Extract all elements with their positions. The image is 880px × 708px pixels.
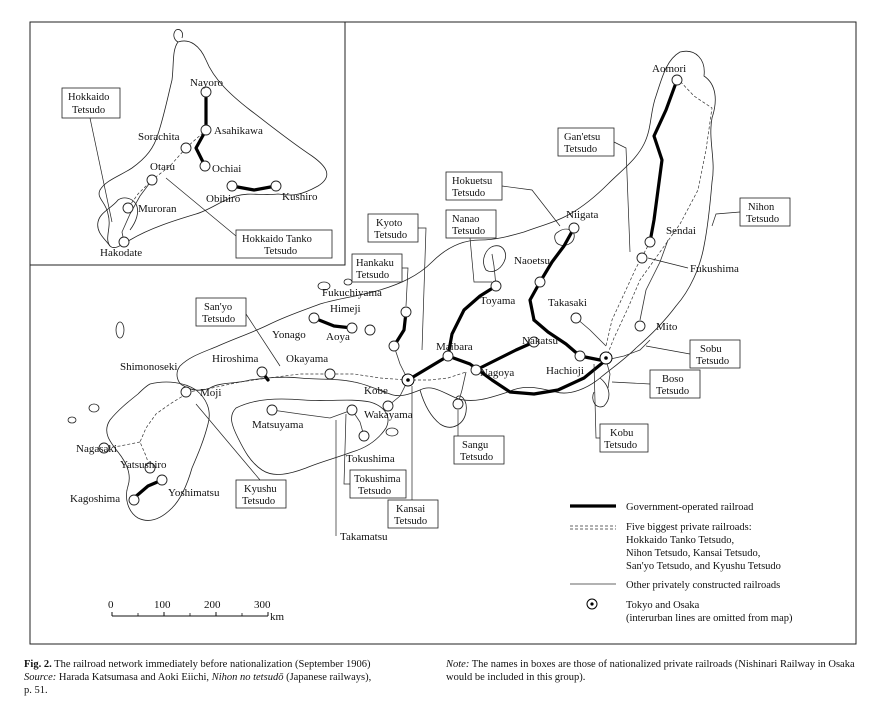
station-kagoshima — [129, 495, 139, 505]
leader-sobu — [646, 346, 690, 354]
station-takasaki — [571, 313, 581, 323]
box-sanyo — [196, 298, 246, 326]
box-nihon-line2: Tetsudo — [746, 214, 780, 225]
label-fukushima: Fukushima — [690, 263, 739, 275]
box-kobu — [600, 424, 648, 452]
label-naoetsu: Naoetsu — [514, 255, 551, 267]
station-obihiro — [227, 181, 237, 191]
label-matsuyama: Matsuyama — [252, 419, 304, 431]
figure-note — [446, 658, 862, 684]
label-mito: Mito — [656, 321, 678, 333]
leader-ganetsu — [614, 142, 630, 252]
station-fukushima — [637, 253, 647, 263]
station-kobe-north — [389, 341, 399, 351]
label-nayoro: Nayoro — [190, 77, 223, 89]
source-title: Nihon no tetsudō — [211, 672, 284, 683]
note-text: The names in boxes are those of nationalized private railroads (Nishinari Railway in Osaka would be included in this group). — [446, 659, 855, 683]
legend — [570, 502, 793, 624]
leader-kyoto — [418, 228, 426, 350]
label-yatsushiro: Yatsushiro — [120, 459, 167, 471]
station-tokushima — [359, 431, 369, 441]
label-asahikawa: Asahikawa — [214, 125, 263, 137]
station-sendai — [645, 237, 655, 247]
figure-caption — [24, 658, 442, 697]
scale-tick-0: 0 — [108, 599, 114, 611]
label-obihiro: Obihiro — [206, 193, 241, 205]
fig-label: Fig. 2. — [24, 659, 52, 670]
source-text-2: (Japanese railways), — [286, 672, 372, 683]
legend-private-line1: Five biggest private railroads: — [626, 522, 752, 533]
box-sangu — [454, 436, 504, 464]
box-kobu-line1: Kobu — [610, 428, 634, 439]
legend-private-line2: Hokkaido Tanko Tetsudo, — [626, 535, 735, 546]
leader-boso — [612, 382, 650, 384]
source-text-1: Harada Katsumasa and Aoki Eiichi, — [58, 672, 210, 683]
box-ganetsu — [558, 128, 614, 156]
leader-hokuetsu — [502, 186, 560, 226]
station-fukuchiyama — [401, 307, 411, 317]
box-sanyo-line1: San'yo — [204, 302, 233, 313]
other-line-sobu — [606, 340, 650, 360]
box-hokuetsu — [446, 172, 502, 200]
leader-nihon — [712, 212, 740, 226]
nihon-tetsudo-line — [606, 78, 712, 358]
leader-kobu — [594, 364, 600, 438]
gov-line-tohoku-north — [650, 80, 677, 242]
station-toyama — [491, 281, 501, 291]
box-sobu-line2: Tetsudo — [696, 356, 730, 367]
label-kagoshima: Kagoshima — [70, 493, 121, 505]
box-kyushu — [236, 480, 286, 508]
label-nakatsu: Nakatsu — [522, 335, 559, 347]
leader-hankaku — [402, 268, 408, 306]
label-moji: Moji — [200, 387, 222, 399]
label-hakodate: Hakodate — [100, 247, 143, 259]
station-hakodate — [119, 237, 129, 247]
source-label: Source: — [24, 672, 57, 683]
label-maibara: Maibara — [436, 341, 473, 353]
note-label: Note: — [446, 659, 470, 670]
label-takamatsu: Takamatsu — [340, 531, 388, 543]
station-asahikawa — [201, 125, 211, 135]
leader-nanao — [470, 238, 492, 282]
source-text-3: p. 51. — [24, 685, 48, 696]
scale-tick-100: 100 — [154, 599, 171, 611]
station-mito — [635, 321, 645, 331]
box-ganetsu-line1: Gan'etsu — [564, 132, 601, 143]
station-tokushima-a — [347, 405, 357, 415]
label-shimonoseki: Shimonoseki — [120, 361, 178, 373]
box-hankaku — [352, 254, 402, 282]
box-boso-line2: Tetsudo — [656, 386, 690, 397]
station-otaru — [147, 175, 157, 185]
box-kobu-line2: Tetsudo — [604, 440, 638, 451]
label-sendai: Sendai — [666, 225, 696, 237]
label-yonago: Yonago — [272, 329, 306, 341]
box-nanao — [446, 210, 496, 238]
label-muroran: Muroran — [138, 203, 177, 215]
label-niigata: Niigata — [566, 209, 599, 221]
box-nanao-line2: Tetsudo — [452, 226, 486, 237]
scale-tick-200: 200 — [204, 599, 221, 611]
scale-tick-300: 300 — [254, 599, 271, 611]
label-himeji: Himeji — [330, 303, 361, 315]
station-hachioji — [575, 351, 585, 361]
oki-island-2 — [344, 279, 352, 285]
awaji-island — [386, 428, 398, 436]
label-kushiro: Kushiro — [282, 191, 318, 203]
box-tokushima — [350, 470, 406, 498]
legend-city-label: Tokyo and Osaka — [626, 600, 700, 611]
station-muroran — [123, 203, 133, 213]
station-aomori — [672, 75, 682, 85]
label-hiroshima: Hiroshima — [212, 353, 259, 365]
station-niigata — [569, 223, 579, 233]
tokyo-marker — [600, 352, 612, 364]
label-kobe: Kobe — [364, 385, 388, 397]
box-kyushu-line2: Tetsudo — [242, 496, 276, 507]
box-hokkaido-tetsudo — [62, 88, 120, 118]
fig-text: The railroad network immediately before nationalization (September 1906) — [54, 659, 371, 670]
station-sangu — [453, 399, 463, 409]
other-line-takasaki — [576, 318, 606, 346]
iki-island — [89, 404, 99, 412]
box-hokkaido-tanko-tetsudo — [236, 230, 332, 258]
station-yoshimatsu — [157, 475, 167, 485]
box-nanao-line1: Nanao — [452, 214, 480, 225]
station-okayama — [325, 369, 335, 379]
other-line-tohoku-east — [640, 240, 668, 320]
legend-city-icon — [587, 599, 597, 609]
legend-gov-label: Government-operated railroad — [626, 502, 754, 513]
gov-line-yonago-aoya — [314, 318, 352, 328]
box-kansai-line1: Kansai — [396, 504, 426, 515]
box-tokushima-line2: Tetsudo — [358, 486, 392, 497]
label-aoya: Aoya — [326, 331, 350, 343]
label-otaru: Otaru — [150, 161, 176, 173]
box-kyushu-line1: Kyushu — [244, 484, 277, 495]
box-nihon-line1: Nihon — [748, 202, 775, 213]
label-okayama: Okayama — [286, 353, 329, 365]
box-sangu-line2: Tetsudo — [460, 452, 494, 463]
legend-private-line3: Nihon Tetsudo, Kansai Tetsudo, — [626, 548, 761, 559]
station-naoetsu — [535, 277, 545, 287]
osaka-marker — [402, 374, 414, 386]
station-yonago — [309, 313, 319, 323]
station-moji — [181, 387, 191, 397]
station-matsuyama — [267, 405, 277, 415]
scale-bar — [108, 599, 285, 623]
scale-unit: km — [270, 611, 285, 623]
box-tanko-line2: Tetsudo — [264, 246, 298, 257]
label-nagasaki: Nagasaki — [76, 443, 117, 455]
box-kyoto-line2: Tetsudo — [374, 230, 408, 241]
label-aomori: Aomori — [652, 63, 687, 75]
box-hokkaido-line2: Tetsudo — [72, 105, 106, 116]
label-ochiai: Ochiai — [212, 163, 242, 175]
station-sorachita — [181, 143, 191, 153]
box-nihon — [740, 198, 790, 226]
box-boso-line1: Boso — [662, 374, 684, 385]
box-boso — [650, 370, 700, 398]
leader-tokushima — [344, 414, 350, 484]
box-tanko-line1: Hokkaido Tanko — [242, 234, 312, 245]
kyushu-coastline — [107, 382, 210, 520]
leader-fukushima — [648, 258, 688, 268]
box-hokuetsu-line1: Hokuetsu — [452, 176, 493, 187]
box-sanyo-line2: Tetsudo — [202, 314, 236, 325]
tsushima-island — [116, 322, 124, 338]
box-sobu — [690, 340, 740, 368]
box-kansai — [388, 500, 438, 528]
station-hiroshima — [257, 367, 267, 377]
label-takasaki: Takasaki — [548, 297, 587, 309]
box-ganetsu-line2: Tetsudo — [564, 144, 598, 155]
label-wakayama: Wakayama — [364, 409, 413, 421]
label-nagoya: Nagoya — [480, 367, 515, 379]
station-kushiro — [271, 181, 281, 191]
label-sorachita: Sorachita — [138, 131, 180, 143]
label-yoshimatsu: Yoshimatsu — [168, 487, 220, 499]
box-sobu-line1: Sobu — [700, 344, 722, 355]
legend-other-label: Other privately constructed railroads — [626, 580, 781, 591]
station-ochiai — [200, 161, 210, 171]
box-tokushima-line1: Tokushima — [354, 474, 401, 485]
box-hankaku-line2: Tetsudo — [356, 270, 390, 281]
label-hachioji: Hachioji — [546, 365, 584, 377]
box-hokuetsu-line2: Tetsudo — [452, 188, 486, 199]
legend-city-note: (interurban lines are omitted from map) — [626, 613, 793, 624]
box-hankaku-line1: Hankaku — [356, 258, 394, 269]
label-tokushima-city: Tokushima — [346, 453, 395, 465]
kyushu-tetsudo-line — [140, 394, 186, 468]
station-himeji — [365, 325, 375, 335]
box-kansai-line2: Tetsudo — [394, 516, 428, 527]
leader-kyushu — [196, 404, 260, 480]
box-kyoto — [368, 214, 418, 242]
legend-private-line4: San'yo Tetsudo, and Kyushu Tetsudo — [626, 561, 781, 572]
label-fukuchiyama: Fukuchiyama — [322, 287, 382, 299]
goto-island — [68, 417, 76, 423]
other-line-shikoku-a — [272, 410, 352, 418]
box-hokkaido-line1: Hokkaido — [68, 92, 110, 103]
box-kyoto-line1: Kyoto — [376, 218, 403, 229]
box-sangu-line1: Sangu — [462, 440, 489, 451]
label-toyama: Toyama — [480, 295, 516, 307]
